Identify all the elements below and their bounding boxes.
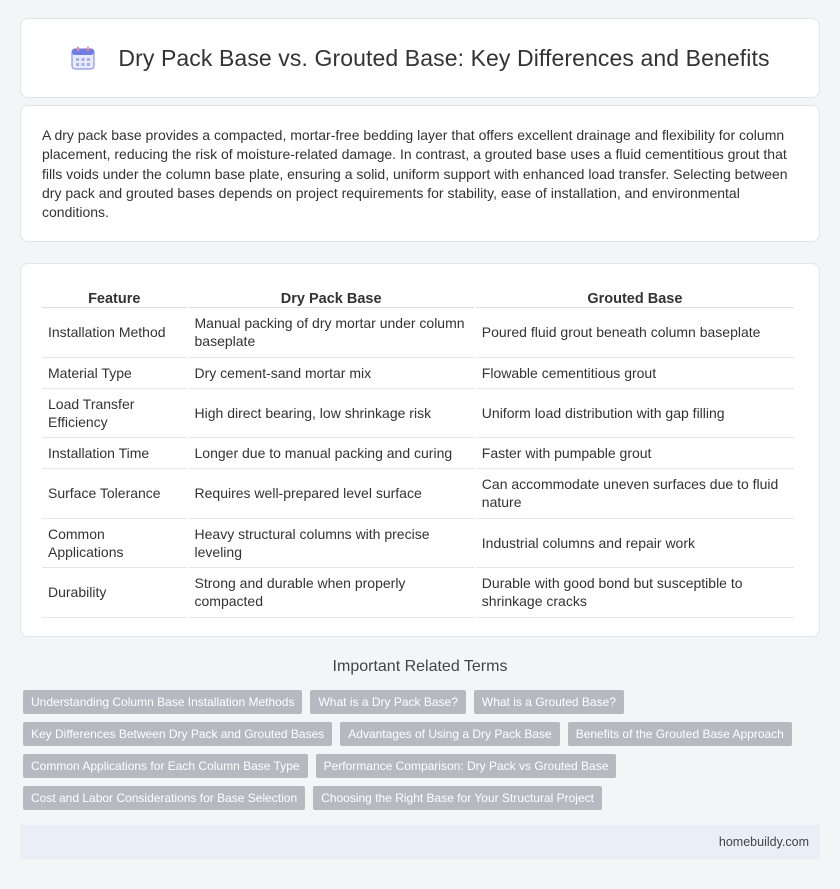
- table-row: [42, 519, 794, 569]
- grouted-cell: Flowable cementitious grout: [476, 358, 794, 389]
- page-header: [20, 18, 820, 98]
- tag-row: [23, 722, 813, 746]
- related-term-link[interactable]: What is a Dry Pack Base?: [310, 690, 465, 714]
- grouted-cell: Poured fluid grout beneath column baseplate: [476, 308, 794, 358]
- related-term-link[interactable]: Advantages of Using a Dry Pack Base: [340, 722, 559, 746]
- related-term-link[interactable]: Common Applications for Each Column Base Type: [23, 754, 308, 778]
- related-terms-title: Important Related Terms: [332, 658, 508, 675]
- table-row: [42, 438, 794, 469]
- header-grouted: Grouted Base: [476, 284, 794, 308]
- table-row: [42, 358, 794, 389]
- grouted-cell: Can accommodate uneven surfaces due to fluid nature: [476, 469, 794, 519]
- feature-cell: Installation Time: [42, 438, 187, 469]
- related-term-link[interactable]: Cost and Labor Considerations for Base Selection: [23, 786, 305, 810]
- grouted-cell: Industrial columns and repair work: [476, 519, 794, 569]
- dry-pack-cell: Requires well-prepared level surface: [189, 469, 474, 519]
- dry-pack-cell: High direct bearing, low shrinkage risk: [189, 389, 474, 439]
- comparison-card: [20, 263, 820, 637]
- page-title: Dry Pack Base vs. Grouted Base: Key Differences and Benefits: [118, 44, 770, 71]
- calendar-icon: [70, 45, 96, 71]
- tag-row: [23, 690, 813, 714]
- dry-pack-cell: Heavy structural columns with precise leveling: [189, 519, 474, 569]
- related-term-link[interactable]: Understanding Column Base Installation Methods: [23, 690, 302, 714]
- related-term-link[interactable]: What is a Grouted Base?: [474, 690, 624, 714]
- table-row: [42, 568, 794, 618]
- grouted-cell: Durable with good bond but susceptible to shrinkage cracks: [476, 568, 794, 618]
- tag-row: [23, 786, 813, 810]
- related-term-link[interactable]: Choosing the Right Base for Your Structural Project: [313, 786, 602, 810]
- related-term-link[interactable]: Benefits of the Grouted Base Approach: [568, 722, 792, 746]
- dry-pack-cell: Longer due to manual packing and curing: [189, 438, 474, 469]
- grouted-cell: Faster with pumpable grout: [476, 438, 794, 469]
- feature-cell: Common Applications: [42, 519, 187, 569]
- header-dry-pack: Dry Pack Base: [189, 284, 474, 308]
- tag-row: [23, 754, 813, 778]
- feature-cell: Load Transfer Efficiency: [42, 389, 187, 439]
- table-row: [42, 308, 794, 358]
- feature-cell: Surface Tolerance: [42, 469, 187, 519]
- table-row: [42, 469, 794, 519]
- dry-pack-cell: Manual packing of dry mortar under column baseplate: [189, 308, 474, 358]
- related-terms-list: [23, 690, 813, 818]
- intro-card: [20, 105, 820, 242]
- feature-cell: Material Type: [42, 358, 187, 389]
- footer: [20, 825, 820, 859]
- related-term-link[interactable]: Key Differences Between Dry Pack and Grouted Bases: [23, 722, 332, 746]
- related-term-link[interactable]: Performance Comparison: Dry Pack vs Grouted Base: [316, 754, 617, 778]
- footer-site[interactable]: homebuildy.com: [718, 835, 809, 849]
- dry-pack-cell: Strong and durable when properly compacted: [189, 568, 474, 618]
- header-feature: Feature: [42, 284, 187, 308]
- feature-cell: Durability: [42, 568, 187, 618]
- feature-cell: Installation Method: [42, 308, 187, 358]
- table-header-row: [42, 284, 794, 308]
- comparison-table: [40, 284, 796, 618]
- dry-pack-cell: Dry cement-sand mortar mix: [189, 358, 474, 389]
- table-row: [42, 389, 794, 439]
- grouted-cell: Uniform load distribution with gap filling: [476, 389, 794, 439]
- intro-text: A dry pack base provides a compacted, mortar-free bedding layer that offers excellent drainage and flexibility for column placement, reducing the risk of moisture-related damage. In contrast, a grouted base uses a fluid cementitious grout that fills voids under the column base plate, ensuring a solid, uniform support with enhanced load transfer. Selecting between dry pack and grouted bases depends on project requirements for stability, ease of installation, and environmental conditions.: [42, 127, 788, 221]
